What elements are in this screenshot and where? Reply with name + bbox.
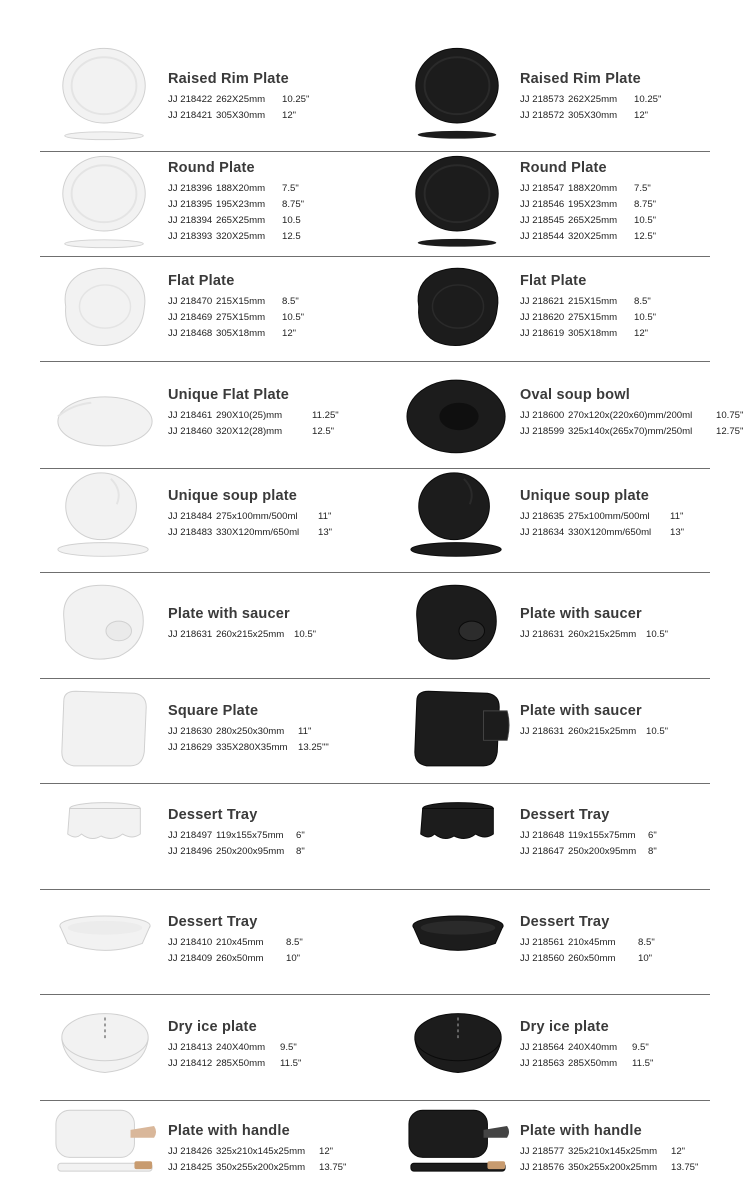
product-inch-size: 12" — [634, 328, 649, 339]
product-inch-size: 12" — [671, 1146, 686, 1157]
product-name: Dessert Tray — [520, 807, 610, 823]
product-inch-size: 11.5" — [280, 1058, 302, 1069]
row-divider — [40, 678, 710, 679]
product-name: Plate with saucer — [520, 606, 642, 622]
product-info — [168, 914, 303, 967]
spec-line — [168, 828, 305, 844]
product-inch-size: 8" — [648, 846, 657, 857]
spec-line — [520, 229, 656, 245]
product-name: Plate with handle — [168, 1123, 290, 1139]
product-size: 265X25mm — [216, 215, 266, 226]
white-dry-ice-plate-icon — [52, 994, 158, 1100]
product-size: 280x250x30mm — [216, 726, 285, 737]
product-code: JJ 218394 — [168, 215, 213, 226]
product-inch-size: 10.5" — [646, 629, 669, 640]
spec-line — [520, 1144, 698, 1160]
product-size: 325x210x145x25mm — [216, 1146, 306, 1157]
spec-line — [168, 294, 304, 310]
product-inch-size: 12.75" — [716, 426, 744, 437]
spec-line — [520, 1160, 698, 1176]
product-name: Dessert Tray — [520, 914, 610, 930]
white-soup-plate-icon — [52, 468, 158, 572]
product-inch-size: 11.25" — [312, 410, 339, 421]
product-card — [0, 678, 375, 783]
product-code: JJ 218461 — [168, 410, 213, 421]
product-size: 195X23mm — [216, 199, 266, 210]
spec-line — [168, 197, 304, 213]
product-info — [520, 1123, 698, 1176]
row-divider — [40, 1100, 710, 1101]
product-inch-size: 10.5" — [282, 312, 305, 323]
product-inch-size: 12" — [319, 1146, 334, 1157]
white-dessert-tray-icon — [52, 783, 158, 889]
product-inch-size: 13.75" — [671, 1162, 699, 1173]
product-size: 275x100mm/500ml — [568, 511, 650, 522]
spec-line — [520, 525, 684, 541]
spec-line — [520, 509, 684, 525]
product-inch-size: 8.5" — [634, 296, 651, 307]
product-size: 215X15mm — [216, 296, 266, 307]
spec-line — [168, 1056, 301, 1072]
product-code: JJ 218484 — [168, 511, 213, 522]
product-inch-size: 11" — [670, 511, 684, 522]
product-inch-size: 10.75" — [716, 410, 744, 421]
product-card — [375, 678, 750, 783]
black-square-plate-icon — [405, 678, 511, 783]
black-plate-with-saucer-icon — [405, 572, 511, 678]
product-name: Oval soup bowl — [520, 387, 630, 403]
spec-line — [168, 1160, 346, 1176]
product-name: Raised Rim Plate — [520, 71, 641, 87]
spec-line — [520, 92, 661, 108]
product-code: JJ 218460 — [168, 426, 213, 437]
product-size: 305X30mm — [568, 110, 618, 121]
product-info — [168, 71, 309, 124]
white-unique-flat-plate-icon — [52, 361, 158, 468]
product-code: JJ 218425 — [168, 1162, 213, 1173]
product-card — [0, 1100, 375, 1199]
product-card — [0, 361, 375, 468]
product-size: 275X15mm — [568, 312, 618, 323]
product-size: 188X20mm — [568, 183, 618, 194]
product-info — [168, 273, 304, 342]
product-card — [375, 361, 750, 468]
product-name: Flat Plate — [520, 273, 587, 289]
product-code: JJ 218396 — [168, 183, 213, 194]
product-inch-size: 7.5" — [634, 183, 651, 194]
spec-line — [168, 408, 339, 424]
product-inch-size: 12" — [634, 110, 649, 121]
product-size: 262X25mm — [216, 94, 266, 105]
product-row — [0, 994, 750, 1100]
spec-line — [168, 627, 316, 643]
black-dry-ice-plate-icon — [405, 994, 511, 1100]
black-shallow-tray-icon — [405, 889, 511, 994]
product-info — [520, 703, 668, 740]
product-row — [0, 40, 750, 151]
product-name: Unique soup plate — [520, 488, 650, 504]
product-size: 350x255x200x25mm — [216, 1162, 306, 1173]
product-row — [0, 1100, 750, 1199]
spec-line — [520, 627, 668, 643]
product-name: Plate with saucer — [520, 703, 642, 719]
product-inch-size: 8.5" — [282, 296, 299, 307]
product-info — [168, 606, 316, 643]
spec-line — [520, 294, 656, 310]
product-code: JJ 218629 — [168, 742, 213, 753]
product-name: Round Plate — [168, 160, 255, 176]
product-info — [520, 606, 668, 643]
product-code: JJ 218619 — [520, 328, 565, 339]
product-code: JJ 218631 — [168, 629, 213, 640]
product-size: 275x100mm/500ml — [216, 511, 298, 522]
product-row — [0, 256, 750, 361]
product-inch-size: 10.5" — [646, 726, 669, 737]
product-size: 320X12(28)mm — [216, 426, 283, 437]
product-size: 285X50mm — [568, 1058, 618, 1069]
product-row — [0, 361, 750, 468]
spec-line — [520, 310, 656, 326]
black-round-plate-icon — [405, 40, 511, 151]
spec-line — [168, 1040, 301, 1056]
product-inch-size: 13.75" — [319, 1162, 347, 1173]
spec-line — [168, 935, 303, 951]
product-size: 265X25mm — [568, 215, 618, 226]
product-code: JJ 218426 — [168, 1146, 213, 1157]
product-code: JJ 218600 — [520, 410, 565, 421]
product-code: JJ 218422 — [168, 94, 213, 105]
product-code: JJ 218577 — [520, 1146, 565, 1157]
product-info — [168, 703, 329, 756]
product-inch-size: 7.5" — [282, 183, 299, 194]
product-size: 262X25mm — [568, 94, 618, 105]
spec-line — [520, 181, 656, 197]
spec-line — [168, 951, 303, 967]
product-inch-size: 8.75" — [634, 199, 657, 210]
spec-line — [168, 525, 332, 541]
spec-line — [168, 229, 304, 245]
product-info — [168, 488, 332, 541]
product-inch-size: 13" — [318, 527, 333, 538]
product-inch-size: 8.75" — [282, 199, 305, 210]
product-code: JJ 218483 — [168, 527, 213, 538]
spec-line — [520, 326, 656, 342]
product-code: JJ 218544 — [520, 231, 565, 242]
product-size: 290X10(25)mm — [216, 410, 283, 421]
product-code: JJ 218576 — [520, 1162, 565, 1173]
product-code: JJ 218621 — [520, 296, 565, 307]
product-inch-size: 10.25" — [634, 94, 662, 105]
product-size: 260x215x25mm — [216, 629, 285, 640]
product-code: JJ 218631 — [520, 726, 565, 737]
product-size: 260x215x25mm — [568, 629, 637, 640]
product-code: JJ 218470 — [168, 296, 213, 307]
product-size: 250x200x95mm — [216, 846, 285, 857]
product-info — [168, 160, 304, 245]
product-info — [168, 387, 339, 440]
white-shallow-tray-icon — [52, 889, 158, 994]
product-name: Flat Plate — [168, 273, 235, 289]
product-inch-size: 8.5" — [286, 937, 303, 948]
product-size: 330X120mm/650ml — [568, 527, 652, 538]
white-plate-with-saucer-icon — [52, 572, 158, 678]
product-code: JJ 218469 — [168, 312, 213, 323]
product-inch-size: 8.5" — [638, 937, 655, 948]
spec-line — [520, 724, 668, 740]
product-code: JJ 218545 — [520, 215, 565, 226]
spec-line — [168, 740, 329, 756]
product-code: JJ 218564 — [520, 1042, 565, 1053]
spec-line — [520, 951, 655, 967]
product-name: Dessert Tray — [168, 807, 258, 823]
product-name: Plate with handle — [520, 1123, 642, 1139]
product-size: 210x45mm — [568, 937, 616, 948]
product-code: JJ 218630 — [168, 726, 213, 737]
spec-line — [168, 1144, 346, 1160]
product-size: 285X50mm — [216, 1058, 266, 1069]
product-inch-size: 12.5" — [312, 426, 335, 437]
white-plate-with-handle-icon — [52, 1100, 158, 1199]
product-card — [0, 256, 375, 361]
spec-line — [168, 108, 309, 124]
product-inch-size: 6" — [296, 830, 305, 841]
product-info — [520, 273, 656, 342]
product-code: JJ 218648 — [520, 830, 565, 841]
product-code: JJ 218547 — [520, 183, 565, 194]
black-plate-with-handle-icon — [405, 1100, 511, 1199]
spec-line — [168, 213, 304, 229]
product-row — [0, 783, 750, 889]
product-info — [168, 807, 305, 860]
product-info — [168, 1123, 346, 1176]
spec-line — [168, 509, 332, 525]
spec-line — [520, 828, 657, 844]
product-row — [0, 678, 750, 783]
product-size: 305X18mm — [568, 328, 618, 339]
product-card — [375, 994, 750, 1100]
product-code: JJ 218421 — [168, 110, 213, 121]
spec-line — [520, 424, 743, 440]
product-inch-size: 10.5" — [634, 215, 657, 226]
product-size: 320X25mm — [216, 231, 266, 242]
product-code: JJ 218395 — [168, 199, 213, 210]
spec-line — [168, 92, 309, 108]
product-size: 119x155x75mm — [216, 830, 284, 841]
product-info — [168, 1019, 301, 1072]
product-size: 275X15mm — [216, 312, 266, 323]
product-size: 260x50mm — [568, 953, 616, 964]
product-name: Dry ice plate — [520, 1019, 609, 1035]
row-divider — [40, 783, 710, 784]
product-name: Dry ice plate — [168, 1019, 257, 1035]
product-card — [0, 151, 375, 256]
product-size: 305X18mm — [216, 328, 266, 339]
product-code: JJ 218599 — [520, 426, 565, 437]
product-code: JJ 218560 — [520, 953, 565, 964]
row-divider — [40, 889, 710, 890]
product-code: JJ 218647 — [520, 846, 565, 857]
spec-line — [520, 935, 655, 951]
black-round-plate-icon — [405, 151, 511, 256]
product-inch-size: 11" — [318, 511, 332, 522]
white-flat-plate-icon — [52, 256, 158, 361]
product-info — [520, 160, 656, 245]
product-card — [375, 151, 750, 256]
white-round-plate-icon — [52, 151, 158, 256]
product-inch-size: 6" — [648, 830, 657, 841]
product-code: JJ 218573 — [520, 94, 565, 105]
white-square-plate-icon — [52, 678, 158, 783]
product-inch-size: 10.5" — [634, 312, 657, 323]
spec-line — [520, 213, 656, 229]
product-code: JJ 218413 — [168, 1042, 213, 1053]
product-card — [375, 256, 750, 361]
product-name: Square Plate — [168, 703, 259, 719]
product-card — [0, 468, 375, 572]
product-info — [520, 387, 743, 440]
product-size: 305X30mm — [216, 110, 266, 121]
product-inch-size: 9.5" — [280, 1042, 297, 1053]
product-inch-size: 10.25" — [282, 94, 310, 105]
spec-line — [520, 1040, 653, 1056]
product-name: Round Plate — [520, 160, 607, 176]
product-info — [520, 488, 684, 541]
product-name: Raised Rim Plate — [168, 71, 289, 87]
product-size: 330X120mm/650ml — [216, 527, 300, 538]
row-divider — [40, 256, 710, 257]
product-inch-size: 12.5" — [634, 231, 657, 242]
product-size: 188X20mm — [216, 183, 266, 194]
product-code: JJ 218412 — [168, 1058, 213, 1069]
product-size: 325x210x145x25mm — [568, 1146, 658, 1157]
product-size: 350x255x200x25mm — [568, 1162, 658, 1173]
product-inch-size: 12.5 — [282, 231, 301, 242]
product-row — [0, 889, 750, 994]
product-code: JJ 218546 — [520, 199, 565, 210]
product-card — [375, 572, 750, 678]
product-name: Unique Flat Plate — [168, 387, 290, 403]
product-code: JJ 218409 — [168, 953, 213, 964]
product-name: Unique soup plate — [168, 488, 298, 504]
product-size: 195X23mm — [568, 199, 618, 210]
product-code: JJ 218410 — [168, 937, 213, 948]
product-size: 270x120x(220x60)mm/200ml — [568, 410, 693, 421]
product-card — [375, 889, 750, 994]
product-inch-size: 8" — [296, 846, 305, 857]
row-divider — [40, 572, 710, 573]
product-name: Dessert Tray — [168, 914, 258, 930]
product-card — [375, 468, 750, 572]
product-row — [0, 151, 750, 256]
product-inch-size: 13" — [670, 527, 685, 538]
product-info — [520, 914, 655, 967]
product-code: JJ 218634 — [520, 527, 565, 538]
product-inch-size: 13.25"" — [298, 742, 329, 753]
product-inch-size: 10" — [286, 953, 301, 964]
product-size: 335X280X35mm — [216, 742, 288, 753]
spec-line — [520, 108, 661, 124]
product-size: 240X40mm — [568, 1042, 618, 1053]
product-code: JJ 218572 — [520, 110, 565, 121]
product-size: 260x215x25mm — [568, 726, 637, 737]
product-info — [520, 807, 657, 860]
spec-line — [520, 197, 656, 213]
black-soup-plate-icon — [405, 468, 511, 572]
product-code: JJ 218635 — [520, 511, 565, 522]
product-size: 240X40mm — [216, 1042, 266, 1053]
product-size: 320X25mm — [568, 231, 618, 242]
product-inch-size: 10.5 — [282, 215, 301, 226]
product-name: Plate with saucer — [168, 606, 290, 622]
spec-line — [520, 408, 743, 424]
product-inch-size: 11" — [298, 726, 312, 737]
white-round-plate-icon — [52, 40, 158, 151]
spec-line — [520, 1056, 653, 1072]
spec-line — [168, 181, 304, 197]
row-divider — [40, 361, 710, 362]
product-size: 325x140x(265x70)mm/250ml — [568, 426, 693, 437]
product-inch-size: 10" — [638, 953, 653, 964]
black-dessert-tray-icon — [405, 783, 511, 889]
product-code: JJ 218561 — [520, 937, 565, 948]
product-card — [375, 40, 750, 151]
product-code: JJ 218563 — [520, 1058, 565, 1069]
row-divider — [40, 468, 710, 469]
row-divider — [40, 994, 710, 995]
product-card — [375, 783, 750, 889]
product-code: JJ 218631 — [520, 629, 565, 640]
product-card — [0, 572, 375, 678]
product-row — [0, 572, 750, 678]
product-card — [0, 40, 375, 151]
product-row — [0, 468, 750, 572]
product-card — [0, 889, 375, 994]
row-divider — [40, 151, 710, 152]
product-inch-size: 10.5" — [294, 629, 317, 640]
product-size: 250x200x95mm — [568, 846, 637, 857]
product-inch-size: 12" — [282, 110, 297, 121]
product-code: JJ 218496 — [168, 846, 213, 857]
product-card — [375, 1100, 750, 1199]
product-info — [520, 71, 661, 124]
black-flat-plate-icon — [405, 256, 511, 361]
product-code: JJ 218393 — [168, 231, 213, 242]
product-code: JJ 218497 — [168, 830, 213, 841]
spec-line — [520, 844, 657, 860]
product-card — [0, 783, 375, 889]
spec-line — [168, 724, 329, 740]
product-size: 210x45mm — [216, 937, 264, 948]
spec-line — [168, 310, 304, 326]
black-oval-soup-bowl-icon — [405, 361, 511, 468]
spec-line — [168, 424, 339, 440]
product-inch-size: 12" — [282, 328, 297, 339]
product-size: 215X15mm — [568, 296, 618, 307]
product-inch-size: 11.5" — [632, 1058, 654, 1069]
product-code: JJ 218468 — [168, 328, 213, 339]
product-card — [0, 994, 375, 1100]
product-size: 260x50mm — [216, 953, 264, 964]
product-inch-size: 9.5" — [632, 1042, 649, 1053]
product-size: 119x155x75mm — [568, 830, 636, 841]
product-code: JJ 218620 — [520, 312, 565, 323]
spec-line — [168, 326, 304, 342]
product-info — [520, 1019, 653, 1072]
spec-line — [168, 844, 305, 860]
